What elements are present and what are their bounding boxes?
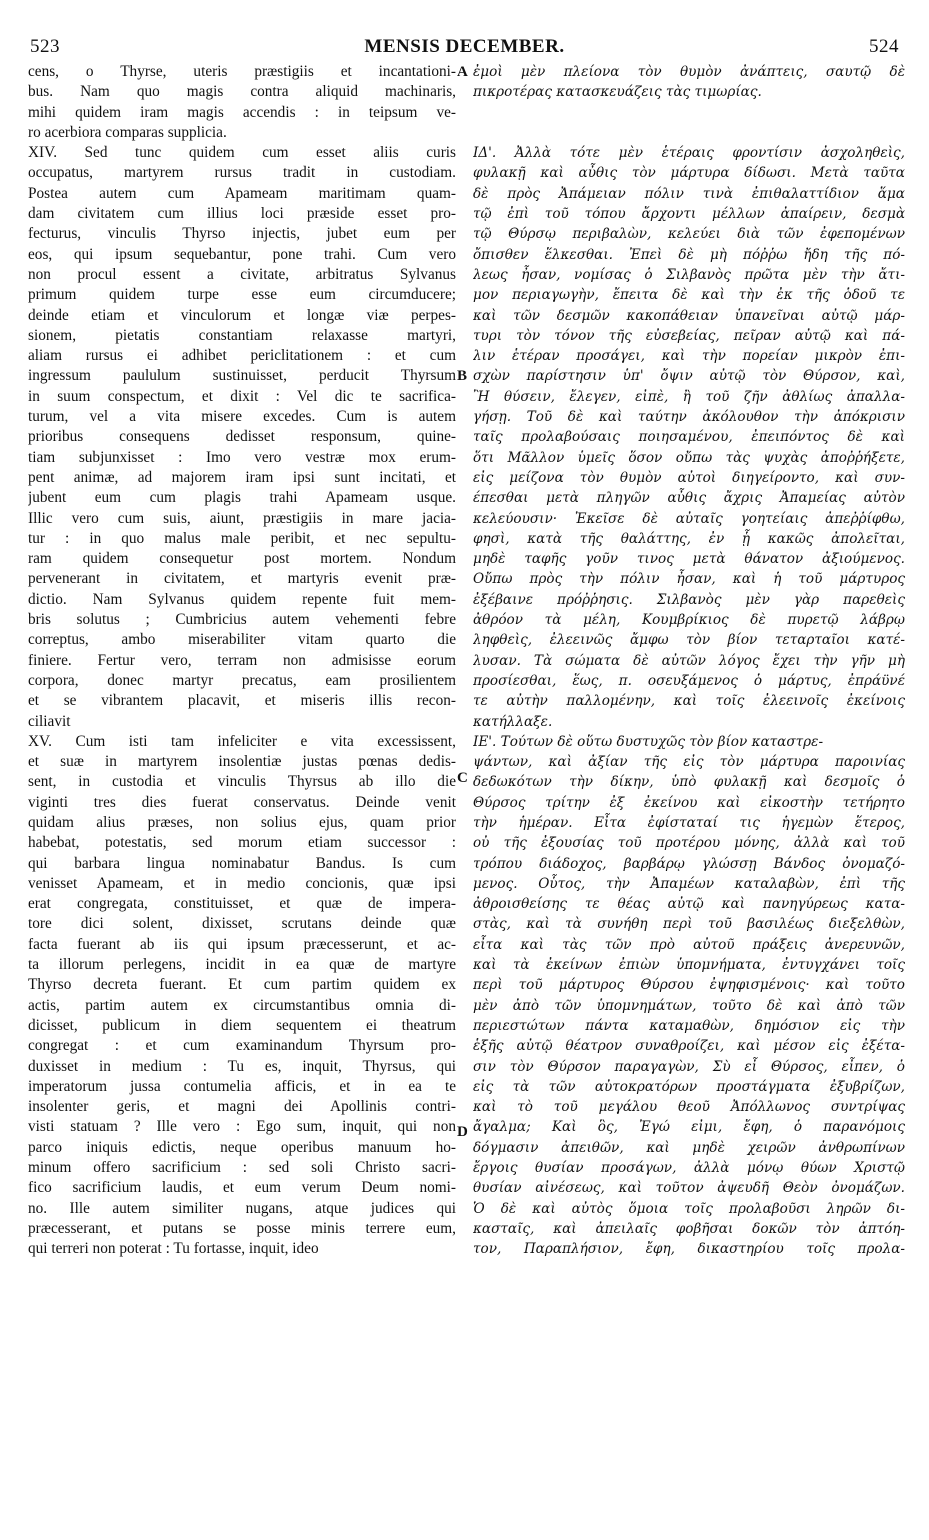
greek-line: ταῖς προλαβούσαις ποιησαμένου, ἐπειπόντος δὲ καὶ [473,429,905,446]
latin-line: facta fuerant ab iis qui ipsum præcesserunt, et ac- [28,935,456,953]
greek-line: καὶ τὰ ἐκείνων ἐπιὼν ὑπομνήματα, ἐντυγχάνει τοῖς [473,957,905,974]
greek-line: ἀθροισθείσης τε θέας αὐτῷ καὶ πανηγύρεως κατα- [473,896,905,913]
latin-line: sionem, pietatis constantiam relaxasse martyri, [28,326,456,344]
greek-line: κελεύουσιν· Ἐκεῖσε δὲ αὐταῖς γοητείαις ἀπεῤῥίφθω, [473,510,905,527]
greek-line: φησὶ, κατὰ τῆς θαλάττης, ἐν ᾗ κακῶς ἀπολεῖται, [473,530,905,547]
latin-line: congregat : et cum examinandum Thyrsum pro- [28,1037,456,1055]
greek-line: στὰς, καὶ τὰ συνήθη περὶ τοῦ βασιλέως διεξελθὼν, [473,916,905,933]
latin-line: non procul essent a civitate, arbitratus Sylvanus [28,265,456,283]
greek-line [473,103,905,123]
latin-line: ram quidem consequetur post mortem. Nondum [28,550,456,568]
latin-line: imperatorum jussa contumelia afficis, et in ea te [28,1077,456,1095]
greek-line: μὲν ἀπὸ τῶν ὑπομνημάτων, τοῦτο δὲ καὶ ἀπὸ τῶν [473,997,905,1014]
greek-line: γήσῃ. Τοῦ δὲ καὶ ταύτην ἀκόλουθον τὴν ἀπόκρισιν [473,409,905,426]
latin-line: deinde etiam et vinculorum et longæ viæ perpes- [28,306,456,324]
greek-line: δόγμασιν ἀπειθῶν, καὶ μηδὲ χειρῶν ἀνθρωπίνων [473,1139,905,1156]
greek-line: λιν ἑτέραν προσάγει, καὶ τὴν πορείαν μικρὸν ἐπι- [473,348,905,365]
greek-line: δὲ πρὸς Ἀπάμειαν πόλιν τινὰ ἐπιθαλαττίδιον ἅμα [473,185,905,202]
latin-line: pervenerant in civitatem, et martyris evenit præ- [28,570,456,588]
greek-line: μον περιαγωγὴν, ἔπειτα δὲ καὶ τὴν ἐκ τῆς ὁδοῦ τε [473,287,905,304]
latin-line: qui barbara lingua nominabatur Bandus. Is cum [28,854,456,872]
greek-line: ὅτι Μᾶλλον ὑμεῖς ὅσον οὔπω τὰς ψυχὰς ἀποῤῥήξετε, [473,449,905,466]
greek-line: δεδωκότων τὴν δίκην, ὑπὸ φυλακῇ καὶ δεσμοῖς ὁ [473,774,905,791]
greek-line: σιν τὸν Θύρσον παραγαγὼν, Σὺ εἶ Θύρσος, εἶπεν, ὁ [473,1058,905,1075]
greek-line: Οὔπω πρὸς τὴν πόλιν ἦσαν, καὶ ἡ τοῦ μάρτυρος [473,571,905,588]
greek-line: ΙΕ'. Τούτων δὲ οὕτω δυστυχῶς τὸν βίον καταστρε- [473,733,824,750]
greek-line: μενος. Οὗτος, τὴν Ἀπαμέων καταλαβὼν, ἐπὶ τῆς [473,875,905,892]
latin-line: corpora, donec martyr precatus, eam prosilientem [28,671,456,689]
latin-line: insolenter geris, et magni dei Apollinis contri- [28,1098,456,1116]
latin-line: no. Ille autem similiter nugans, atque judices qui [28,1199,456,1217]
greek-line: τὴν ἡμέραν. Εἶτα ἐφίσταταί τις ἡγεμὼν ἕτερος, [473,814,905,831]
latin-line: bris solutus ; Cumbricius autem vehementi febre [28,611,456,629]
latin-line: visti statuam ? Ille vero : Ego sum, inquit, qui non [28,1118,456,1136]
latin-line: Postea autem cum Apameam maritimam quam- [28,184,456,202]
latin-line: dicisset, publicum in diem sequentem ei theatrum [28,1016,456,1034]
margin-marker-d: D [457,1124,468,1140]
greek-line: κασταῖς, καὶ ἀπειλαῖς φοβῆσαι δοκῶν τὸν ἀπτόη- [473,1220,905,1237]
greek-line: ληφθεὶς, ἐλεεινῶς ἄμφω τὸν βίον τεταρταῖοι κατέ- [473,632,905,649]
latin-line: aliam rursus ei adhibet periclitationem : et cum [28,347,456,365]
greek-line: εἰς μείζονα τὸν θυμὸν αὐτοὶ διηγείροντο, καὶ συν- [473,469,905,486]
running-header [30,36,899,60]
latin-line: quidam alius præses, non solius ejus, quam prior [28,813,456,831]
greek-line: θυσίαν αἰνέσεως, καὶ τοῦτον ἀψευδῆ Θεὸν ὀνομάζων. [473,1180,905,1197]
greek-line: εἰς τὰ τῶν αὐτοκρατόρων προστάγματα ἐξυβρίζων, [473,1078,905,1095]
greek-line: λεως ἦσαν, νομίσας ὁ Σιλβανὸς πρῶτα μὲν τὴν ἄτι- [473,266,905,283]
page-number-left: 523 [30,36,60,57]
latin-line: erat congregata, constituisset, et quæ de impera- [28,895,456,913]
latin-line: in suum conspectum, et dixit : Vel dic te sacrifica- [28,387,456,405]
greek-line: τῷ ἐπὶ τοῦ τόπου ἄρχοντι μέλλων ἀπαίρειν, δεσμὰ [473,206,905,223]
latin-line: sent, in custodia et vinculis Thyrsus ab illo die [28,773,456,791]
latin-line: ro acerbiora comparas supplicia. [28,123,227,141]
greek-line: Ἢ θύσειν, ἔλεγεν, εἰπὲ, ἢ τοῦ ζῆν ἀθλίως ἀπαλλα- [473,388,905,405]
greek-line: τυρι τὸν τόνον τῆς εὐσεβείας, πεῖραν αὐτῷ καὶ πά- [473,327,905,344]
greek-line: λυσαν. Τὰ σώματα δὲ αὐτῶν λόγος ἔχει τὴν γῆν μὴ [473,652,905,669]
latin-line: correptus, ambo miserabiliter vitam quarto die [28,631,456,649]
greek-line: ἐξέβαινε πρόῤῥησις. Σιλβανὸς μὲν γὰρ παρεθεὶς [473,591,905,608]
latin-line: finiere. Fertur vero, terram non admisisse eorum [28,651,456,669]
greek-line: ἑξῆς αὐτῷ θέατρον συναθροίζει, καὶ μέσον εἰς ἐξέτα- [473,1038,905,1055]
latin-line: jubent eum cum plagis trahi Apameam usque. [28,489,456,507]
greek-line: σχὼν παρίστησιν ὑπ' ὄψιν αὐτῷ τὸν Θύρσον, καὶ, [473,368,905,385]
greek-line: πικροτέρας κατασκευάζεις τὰς τιμωρίας. [473,84,762,101]
greek-line: ὄπισθεν ἕλκεσθαι. Ἐπεὶ δὲ μὴ πόῤῥω ἤδη τῆς πό- [473,246,905,263]
greek-column [473,62,905,1260]
latin-line: tiam subjunxisset : Imo vero vestræ mox erum- [28,448,456,466]
latin-line: tur : in quo malus male peribit, et nec sepultu- [28,529,456,547]
latin-line: et suæ in martyrem insolentiæ justas pœnas dedis- [28,753,456,771]
latin-line: viginti tres dies fuerat conservatus. Deinde venit [28,793,456,811]
latin-line: duxisset in medium : Tu es, inquit, Thyrsus, qui [28,1057,456,1075]
greek-line: τῷ Θύρσῳ περιβαλὼν, κελεύει διὰ τῶν ἐφεπομένων [473,226,905,243]
latin-line: XV. Cum isti tam infeliciter e vita excessissent, [28,732,456,750]
greek-line: τρόπου διάδοχος, βαρβάρῳ γλώσσῃ Βάνδος ὀνομαζό- [473,855,905,872]
latin-line: XIV. Sed tunc quidem cum esset aliis curis [28,144,456,162]
greek-line: καὶ τὸ τοῦ μεγάλου θεοῦ Ἀπόλλωνος συντρίψας [473,1099,905,1116]
greek-line: μηδὲ ταφῆς γοῦν τινος μετὰ θάνατον ἀξιούμενος. [473,551,905,568]
latin-line: occupatus, martyrem rursus tradit in custodiam. [28,164,456,182]
page-number-right: 524 [869,36,899,57]
latin-line: fico sacrificium laudis, et eum verum Deum nomi- [28,1179,456,1197]
greek-line: περὶ τοῦ μάρτυρος Θύρσου ἐψηφισμένοις· καὶ τοῦτο [473,977,905,994]
latin-line: habebat, potestatis, sed morum etiam successor : [28,834,456,852]
greek-line: περιεστώτων πάντα καταμαθὼν, δημόσιον εἰς τὴν [473,1017,905,1034]
margin-marker-c: C [457,770,468,786]
latin-line: tore dici solent, dixisset, scrutans deinde quæ [28,915,456,933]
margin-marker-a: A [457,64,468,80]
greek-line: ΙΔ'. Ἀλλὰ τότε μὲν ἑτέραις φροντίσιν ἀσχοληθεὶς, [473,145,905,162]
latin-line: actis, partim autem ex circumstantibus omnia di- [28,996,456,1014]
latin-line: ingressum paululum sustinuisset, perducit Thyrsum [28,367,456,385]
greek-line: ἄγαλμα; Καὶ ὃς, Ἐγώ εἰμι, ἔφη, ὁ παρανόμοις [473,1119,905,1136]
greek-line: ἀθρόον τὰ μέλη, Κουμβρίκιος δὲ πυρετῷ λάβρῳ [473,612,905,629]
greek-line: κατήλλαξε. [473,713,553,730]
greek-line: τε αὐτὴν παλλομένην, καὶ τοῖς ἐλεεινοῖς ἐκείνοις [473,693,905,710]
greek-line: έπεσθαι μετὰ πληγῶν αὖθις ἄχρις Ἀπαμείας αὐτὸν [473,490,905,507]
greek-line: φυλακῇ καὶ αὖθις τὸν μάρτυρα δίδωσι. Μετὰ ταῦτα [473,165,905,182]
latin-line: cens, o Thyrse, uteris præstigiis et incantationi- [28,63,456,80]
latin-line: fecturus, vinculis Thyrso injectis, jubet eum per [28,225,456,243]
latin-line: venisset Apameam, et in medio concionis, quæ ipsi [28,874,456,892]
greek-line: οὐ τῆς ἐξουσίας τοῦ προτέρου μόνης, ἀλλὰ καὶ τοῦ [473,835,905,852]
latin-line: bus. Nam quo magis contra aliquid machinaris, [28,83,456,101]
margin-marker-b: B [457,368,468,384]
latin-line: et se vibrantem placavit, et miseris illis recon- [28,692,456,710]
latin-line: parco iniquis edictis, neque operibus manuum ho- [28,1138,456,1156]
latin-line: ciliavit [28,712,71,730]
latin-column [28,62,456,1260]
latin-line: præcesserant, et putans se posse minis terrere eum, [28,1219,456,1237]
latin-line: dam civitatem cum illius loci præside esset pro- [28,205,456,223]
latin-line: minum offero sacrificium : sed soli Christo sacri- [28,1159,456,1177]
latin-line: pent animæ, ad majorem iram ipsi sunt incitati, et [28,468,456,486]
greek-line: ἐμοὶ μὲν πλείονα τὸν θυμὸν ἀνάπτεις, σαυτῷ δὲ [473,64,905,80]
latin-line: Thyrso decreta fuerant. Et cum partim quidem ex [28,976,456,994]
greek-line: Ὁ δὲ καὶ αὐτὸς ὅμοια τοῖς προλαβοῦσι ληρῶν δι- [473,1200,905,1217]
latin-line: mihi quidem iram magis accendis : in teipsum ve- [28,103,456,121]
greek-line [473,123,905,143]
latin-line: Illic vero cum suis, aiunt, præstigiis in mare jacia- [28,509,456,527]
running-title: MENSIS DECEMBER. [364,36,565,57]
greek-line: Θύρσος τρίτην ἐξ ἐκείνου καὶ εἰκοστὴν τετήρητο [473,794,905,811]
latin-line: dictio. Nam Sylvanus quidem repente fuit mem- [28,590,456,608]
greek-line: καὶ τῶν δεσμῶν κακοπάθειαν ὑπανεῖναι αὐτῷ μάρ- [473,307,905,324]
latin-line: prioribus consequens dedisset responsum, quine- [28,428,456,446]
latin-line: turum, vel a vita misere excedes. Cum is autem [28,408,456,426]
latin-line: eos, qui ipsum sequebantur, pone trahi. Cum vero [28,245,456,263]
latin-line: ta illorum perlegens, incidit in ea quæ de martyre [28,956,456,974]
greek-line: εἶτα καὶ τὰς τῶν πρὸ αὐτοῦ πράξεις ἀνερευνῶν, [473,936,905,953]
greek-line: ἔργοις θυσίαν προσάγων, ἀλλὰ μόνῳ θύων Χριστῷ [473,1160,905,1177]
greek-line: ψάντων, καὶ ἀξίαν τῆς εἰς τὸν μάρτυρα παροινίας [473,754,905,771]
latin-line: qui terreri non poterat : Tu fortasse, inquit, ideo [28,1240,319,1258]
greek-line: τον, Παραπλήσιον, ἔφη, δικαστηρίου τοῖς προλα- [473,1241,905,1258]
latin-line: primum quidem turpe esse eum circumducere; [28,286,456,304]
greek-line: προσίεσθαι, ἕως, π. οσευξάμενος ὁ μάρτυς, ἐπράϋνέ [473,672,905,689]
